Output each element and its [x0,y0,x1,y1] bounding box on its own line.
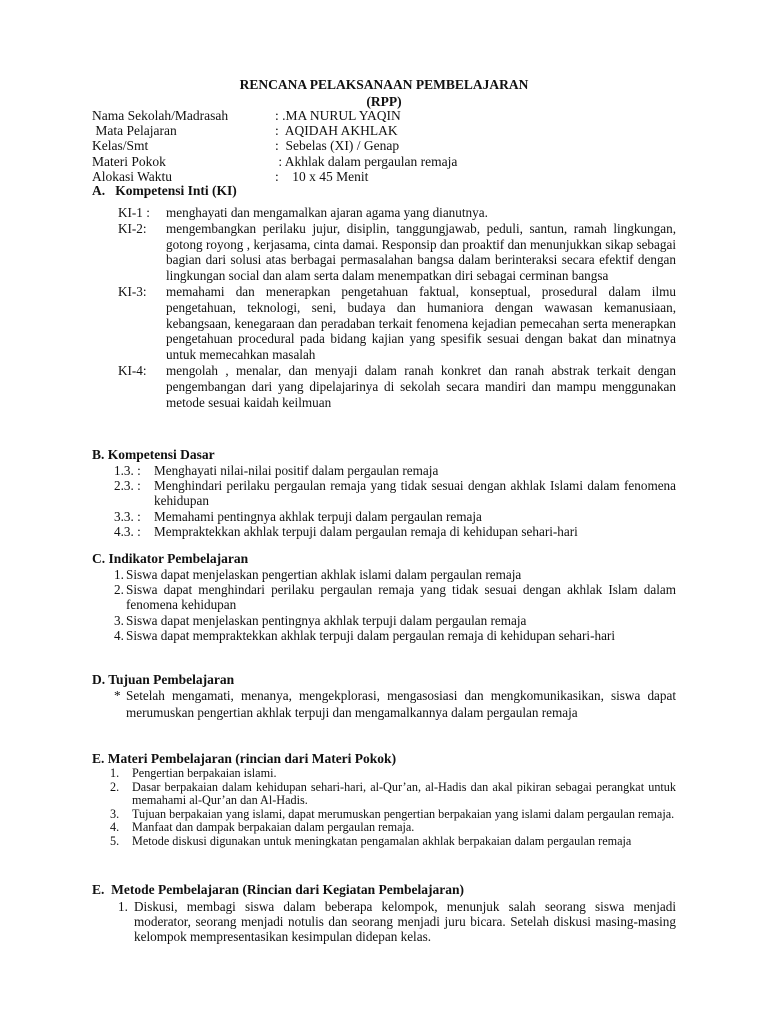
item-text: memahami dan menerapkan pengetahuan faktual, konseptual, prosedural dalam ilmu pengetahuan, teknologi, seni, budaya dan humaniora dengan wawasan kemanusiaan, kebangsaan, kenegaraan dan peradaban terkait fenomena kejadian pemecahan serta menerapkan pengetahuan procedural pada bidang kajian yang spesifik sesuai dengan bakat dan minatnya untuk memecahkan masalah [166,283,676,363]
item-text: Siswa dapat menjelaskan pentingnya akhlak terpuji dalam pergaulan remaja [126,612,527,628]
item-text: Dasar berpakaian dalam kehidupan sehari-hari, al-Qur’an, al-Hadis dan akal pikiran sebagai perangkat untuk memahami al-Qur’an dan Al-Hadis. [132,779,676,808]
item-number: 4. [114,627,124,643]
item-number: 2. [110,779,120,794]
item-number: 1. [118,899,128,914]
item-number: 1.3. : [114,463,141,478]
list-item [118,284,676,363]
kd-list [114,463,676,539]
list-item [114,688,676,721]
item-text: Diskusi, membagi siswa dalam beberapa kelompok, menunjuk salah seorang siswa menjadi moderator, seorang menjadi notulis dan seorang menjadi juru bicara. Setelah diskusi masing-masing kelompok mempresentasikan kesimpulan didepan kelas. [134,899,676,945]
identity-row [92,169,457,184]
materi-list [110,767,676,849]
item-number: 1. [110,766,120,780]
section-b-heading: B. Kompetensi Dasar [92,447,215,462]
list-item [118,205,676,221]
list-item [114,463,676,478]
section-a-heading: A. Kompetensi Inti (KI) [92,183,237,198]
item-number: 3.3. : [114,508,141,524]
item-number: KI-1 : [118,205,150,220]
item-text: Siswa dapat menjelaskan pengertian akhlak islami dalam pergaulan remaja [126,567,522,582]
item-text: Metode diskusi digunakan untuk meningkatan pengamalan akhlak berpakaian dalam pergaulan remaja [132,833,632,848]
item-text: Tujuan berpakaian yang islami, dapat merumuskan pengertian berpakaian yang islami dalam pergaulan remaja. [132,806,675,821]
tujuan-block [114,688,676,721]
list-item [114,567,676,582]
identity-row [92,154,457,169]
identity-value: : 10 x 45 Menit [275,168,369,184]
document-subtitle: (RPP) [366,94,402,109]
identity-value: : Sebelas (XI) / Genap [275,138,400,154]
list-item [114,509,676,524]
list-item [110,808,676,822]
list-item [110,767,676,781]
identity-label: Kelas/Smt [92,138,149,154]
document-title: RENCANA PELAKSANAAN PEMBELAJARAN [239,77,529,92]
identity-label: Mata Pelajaran [92,123,177,139]
list-item [110,781,676,808]
list-item [114,613,676,628]
list-item [114,524,676,539]
item-number: 5. [110,833,120,848]
list-item [114,628,676,643]
identity-table [92,108,457,184]
item-text: Siswa dapat mempraktekkan akhlak terpuji dalam pergaulan remaja di kehidupan sehari-hari [126,627,615,643]
list-item [114,582,676,612]
item-text: menghayati dan mengamalkan ajaran agama yang dianutnya. [166,205,488,220]
item-text: Pengertian berpakaian islami. [132,766,277,780]
item-text: Setelah mengamati, menanya, mengekplorasi, mengasosiasi dan mengkomunikasikan, siswa dapat merumuskan pengertian akhlak terpuji dan mengamalkannya dalam pergaulan remaja [126,688,676,720]
indikator-list [114,567,676,643]
ki-list [118,205,676,410]
identity-label: Materi Pokok [92,153,166,169]
identity-value: : Akhlak dalam pergaulan remaja [275,153,458,169]
list-item [118,221,676,284]
item-text: mengolah , menalar, dan menyaji dalam ranah konkret dan ranah abstrak terkait dengan pengembangan dari yang dipelajarinya di sekolah secara mandiri dan mampu menggunakan metode sesuai kaidah keilmuan [166,362,676,410]
item-number: 4.3. : [114,523,141,539]
bullet-marker: * [114,688,121,703]
item-number: KI-2: [118,220,147,236]
item-number: 2. [114,582,124,598]
item-text: Manfaat dan dampak berpakaian dalam pergaulan remaja. [132,820,415,835]
section-c-heading: C. Indikator Pembelajaran [92,551,249,566]
section-e2-heading: E. Metode Pembelajaran (Rincian dari Kegiatan Pembelajaran) [92,882,464,897]
list-item [114,478,676,508]
metode-list [118,899,676,945]
item-number: KI-4: [118,362,147,378]
list-item [118,899,676,945]
section-d-heading: D. Tujuan Pembelajaran [92,672,235,687]
identity-row [92,123,457,138]
item-text: Memahami pentingnya akhlak terpuji dalam pergaulan remaja [154,508,482,524]
list-item [118,363,676,410]
item-number: 3. [114,612,124,628]
item-text: Mempraktekkan akhlak terpuji dalam pergaulan remaja di kehidupan sehari-hari [154,523,578,539]
item-number: KI-3: [118,283,147,299]
item-number: 1. [114,567,124,582]
item-text: Menghindari perilaku pergaulan remaja yang tidak sesuai dengan akhlak Islami dalam fenomena kehidupan [154,478,676,509]
identity-row [92,108,457,123]
item-number: 2.3. : [114,478,141,494]
section-e-heading: E. Materi Pembelajaran (rincian dari Materi Pokok) [92,751,397,766]
identity-label: Alokasi Waktu [92,168,173,184]
identity-label: Nama Sekolah/Madrasah [92,108,229,123]
item-text: Menghayati nilai-nilai positif dalam pergaulan remaja [154,463,439,478]
identity-row [92,138,457,153]
item-text: mengembangkan perilaku jujur, disiplin, tanggungjawab, peduli, santun, ramah lingkungan, gotong royong , kerjasama, cinta damai. Responsip dan proaktif dan menunjukkan sikap sebagai bagian dari solusi atas berbagai permasalahan bangsa dalam berinteraksi secara efektif dengan lingkungan social dan alam serta dalam menempatkan diri sebagai cerminan bangsa [166,220,676,284]
list-item [110,835,676,849]
identity-value: : .MA NURUL YAQIN [275,108,401,123]
item-number: 4. [110,820,120,835]
item-number: 3. [110,806,120,821]
item-text: Siswa dapat menghindari perilaku pergaulan remaja yang tidak sesuai dengan akhlak Islam dalam fenomena kehidupan [126,582,676,613]
list-item [110,821,676,835]
identity-value: : AQIDAH AKHLAK [275,123,398,139]
